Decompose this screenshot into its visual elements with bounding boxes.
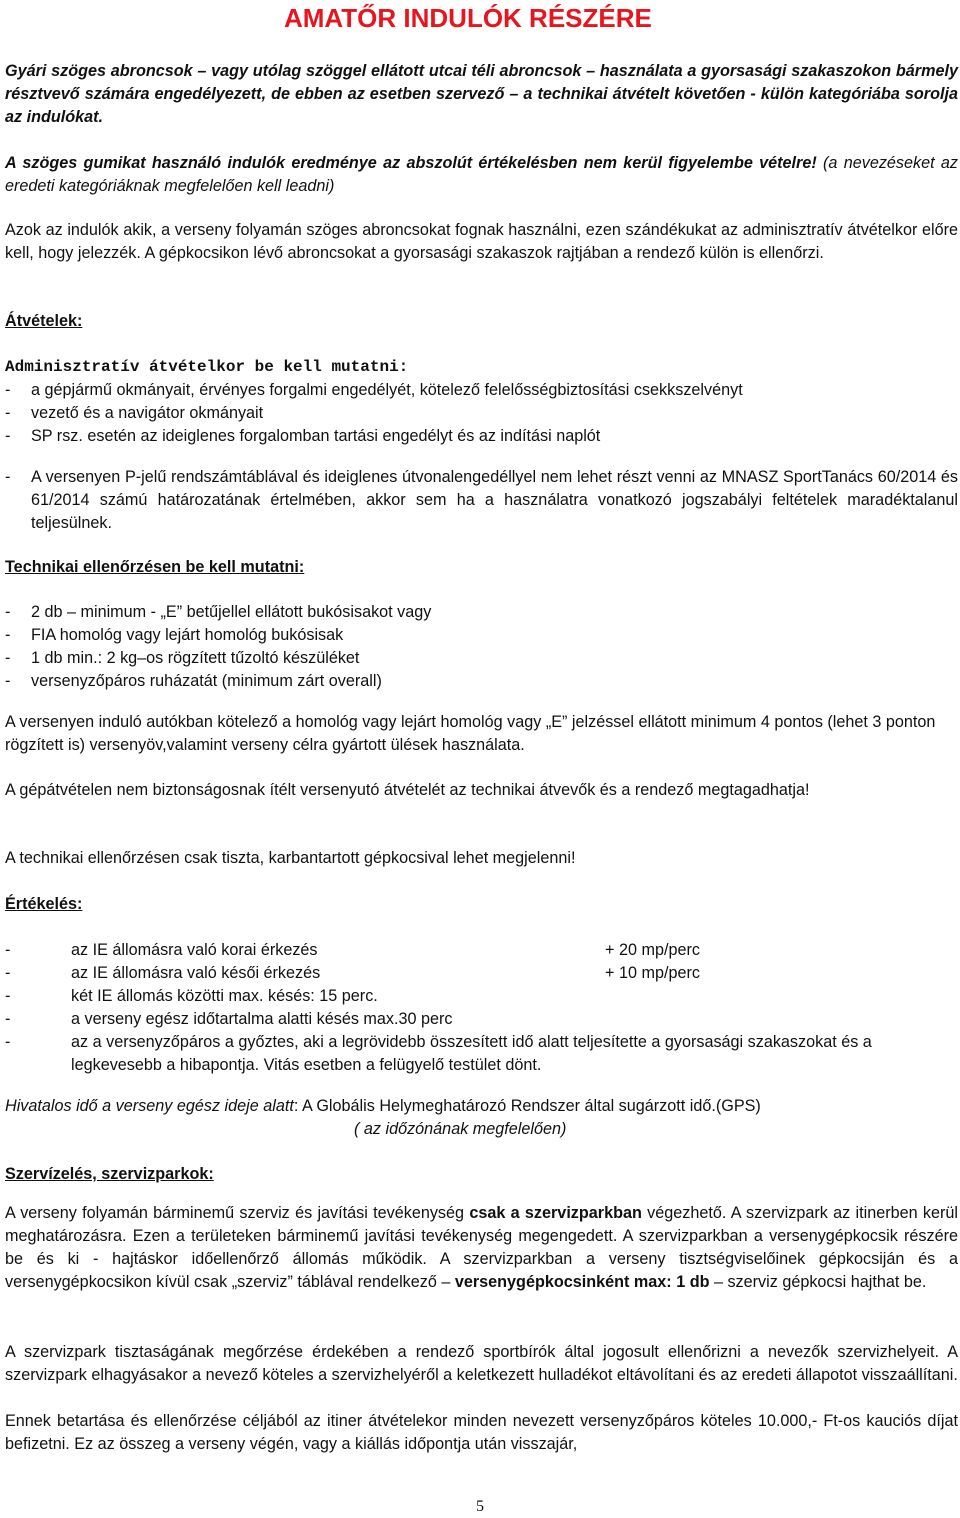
intro-text-bold: Gyári szöges abroncsok – vagy utólag szöggel ellátott utcai téli abroncsok – használata a gyorsasági szakaszokon bármely résztvevő számára engedélyezett, de ebben az esetben szervező – a technikai átvételt követően - külön kategóriába sorolja az indulókat. <box>5 62 958 126</box>
intro-warning: A szöges gumikat használó indulók eredménye az abszolút értékelésben nem kerül figyelembe vételre! <box>5 154 817 172</box>
page-title: AMATŐR INDULÓK RÉSZÉRE <box>284 3 652 33</box>
list-item: - 2 db – minimum - „E” betűjellel ellátott bukósisakot vagy <box>5 603 432 621</box>
section-heading-atvetelek: Átvételek: <box>5 312 83 330</box>
list-item: - vezető és a navigátor okmányait <box>5 404 264 422</box>
admin-heading: Adminisztratív átvételkor be kell mutatni: <box>5 358 409 376</box>
official-time-text: : A Globális Helymeghatározó Rendszer által sugárzott idő.(GPS) <box>293 1097 761 1115</box>
intro-note: (a nevezéseket az eredeti kategóriáknak megfelelően kell leadni) <box>5 154 958 195</box>
official-time-note: ( az időzónának megfelelően) <box>354 1120 567 1138</box>
list-item: - az IE állomásra való késői érkezés + 10 mp/perc <box>5 964 700 982</box>
official-time-label: Hivatalos idő a verseny egész ideje alatt <box>5 1097 294 1115</box>
seats-paragraph: A versenyen induló autókban kötelező a homológ vagy lejárt homológ vagy „E” jelzéssel ellátott minimum 4 pontos (lehet 3 ponton rögzített is) versenyöv,valamint verseny célra gyártott ülések használata. <box>5 713 936 754</box>
szerviz-paragraph-3: Ennek betartása és ellenőrzése céljából az itiner átvételekor minden nevezett versenyzőpáros köteles 10.000,- Ft-os kauciós díjat befizetni. Ez az összeg a verseny végén, vagy a kiállás időpontja után visszajár, <box>5 1412 958 1453</box>
list-item: - FIA homológ vagy lejárt homológ bukósisak <box>5 626 344 644</box>
list-item: - a gépjármű okmányait, érvényes forgalmi engedélyét, kötelező felelősségbiztosítási csekkszelvényt <box>5 381 743 399</box>
admin-list <box>5 379 958 448</box>
szerviz-paragraph-2: A szervizpark tisztaságának megőrzése érdekében a rendező sportbírók által jogosult ellenőrizni a nevezők szervizhelyeit. A szervizpark elhagyásakor a nevező köteles a szervizhelyéről a keletkezett hulladékot eltávolítani és az eredeti állapotot visszaállítani. <box>5 1343 958 1384</box>
intro-paragraph-1 <box>5 60 958 129</box>
clean-paragraph: A technikai ellenőrzésen csak tiszta, karbantartott gépkocsival lehet megjelenni! <box>5 849 576 867</box>
list-item: - SP rsz. esetén az ideiglenes forgalomban tartási engedélyt és az indítási naplót <box>5 427 601 445</box>
section-heading-szerviz: Szervízelés, szervizparkok: <box>5 1165 214 1183</box>
ertekeles-list <box>5 939 958 1077</box>
section-heading-ertekeles: Értékelés: <box>5 895 83 913</box>
intro-paragraph-3: Azok az indulók akik, a verseny folyamán szöges abroncsokat fognak használni, ezen szándékukat az adminisztratív átvételkor előre kell, hogy jelezzék. A gépkocsikon lévő abroncsokat a gyorsasági szakaszok rajtjában a rendező külön is ellenőrzi. <box>5 221 958 262</box>
safety-paragraph: A gépátvételen nem biztonságosnak ítélt versenyutó átvételét az technikai átvevők és a rendező megtagadhatja! <box>5 781 810 799</box>
list-item: - két IE állomás közötti max. késés: 15 perc. <box>5 987 378 1005</box>
tech-list <box>5 601 958 693</box>
intro-paragraph-2 <box>5 152 958 198</box>
tech-heading: Technikai ellenőrzésen be kell mutatni: <box>5 558 305 576</box>
szerviz-paragraph-1: A verseny folyamán bárminemű szerviz és javítási tevékenység csak a szervizparkban végezhető. A szervizpark az itinerben kerül meghatározásra. Ezen a területeken bárminemű javítási tevékenység megengedett. A szervizparkban a versenygépkocsik részére be és ki - hajtáskor időellenőrző állomás működik. A szervizparkban a verseny tisztségviselőinek gépkocsiján és a versenygépkocsikon kívül csak „szerviz” táblával rendelkező – versenygépkocsinként max: 1 db – szerviz gépkocsi hajthat be. <box>5 1204 958 1291</box>
list-item: - versenyzőpáros ruházatát (minimum zárt overall) <box>5 672 382 690</box>
list-item: - a verseny egész időtartalma alatti késés max.30 perc <box>5 1010 453 1028</box>
official-time <box>5 1095 958 1118</box>
page-number: 5 <box>476 1498 484 1515</box>
admin-note: - A versenyen P-jelű rendszámtáblával és ideiglenes útvonalengedéllyel nem lehet részt venni az MNASZ SportTanács 60/2014 és 61/2014 számú határozatának értelmében, akkor sem ha a használatra vonatkozó jogszabályi feltételek maradéktalanul teljesülnek. <box>5 468 958 532</box>
list-item: - az IE állomásra való korai érkezés + 20 mp/perc <box>5 941 700 959</box>
list-item: - 1 db min.: 2 kg–os rögzített tűzoltó készüléket <box>5 649 360 667</box>
list-item: - az a versenyzőpáros a győztes, aki a legrövidebb összesített idő alatt teljesítette a gyorsasági szakaszokat és a legkevesebb a hibapontja. Vitás esetben a felügyelő testület dönt. <box>5 1033 872 1074</box>
